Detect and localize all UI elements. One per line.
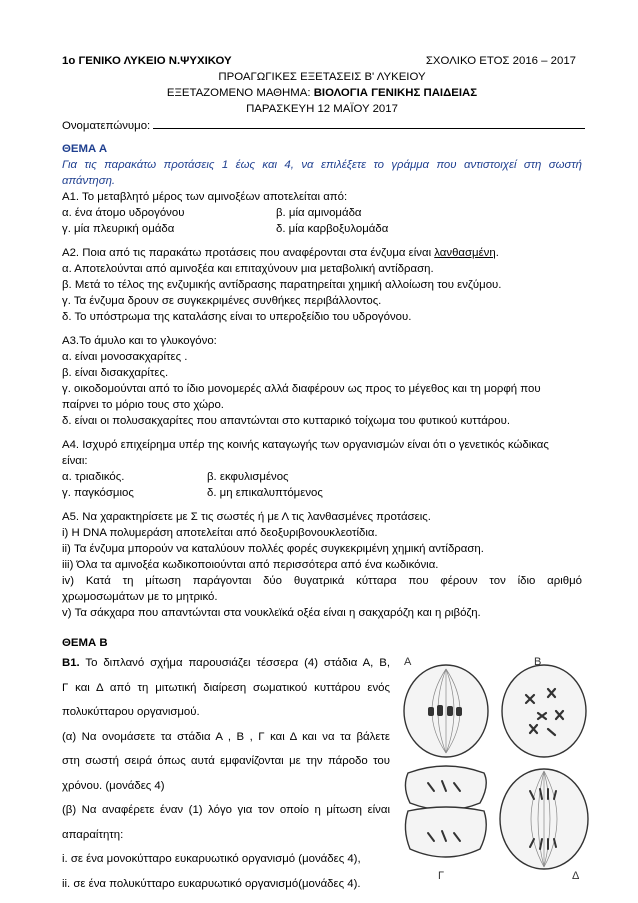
b1-line-3: πολυκύτταρου οργανισμού. <box>62 706 200 718</box>
label-a: Α <box>404 656 412 668</box>
a1-option-d: δ. μία καρβοξυλομάδα <box>276 223 389 235</box>
question-a3: Α3.Το άμυλο και το γλυκογόνο: <box>62 335 217 347</box>
a5-statement-iv-cont: χρωμοσωμάτων με το μητρικό. <box>62 591 218 603</box>
name-label: Ονοματεπώνυμο: <box>62 120 154 132</box>
exam-page <box>62 53 582 901</box>
a2-option-a: α. Αποτελούνται από αμινοξέα και επιταχύνουν μια μεταβολική αντίδραση. <box>62 263 434 275</box>
label-d: Δ <box>572 870 580 882</box>
exam-date: ΠΑΡΑΣΚΕΥΗ 12 ΜΑΪΟΥ 2017 <box>246 103 398 115</box>
a3-option-c: γ. οικοδομούνται από το ίδιο μονομερές αλλά διαφέρουν ως προς το μέγεθος και τη μορφή που <box>62 383 541 395</box>
cell-a <box>404 656 488 757</box>
b1-label: Β1. <box>62 657 80 669</box>
a1-options-row1 <box>62 205 582 221</box>
b1-line-9: i. σε ένα μονοκύτταρο ευκαρυωτικό οργανισμό (μονάδες 4), <box>62 853 361 865</box>
a1-option-b: β. μία αμινομάδα <box>276 207 362 219</box>
subject-line <box>62 85 582 101</box>
a2-question-text: Α2. Ποια από τις παρακάτω προτάσεις που αναφέρονται στα ένζυμα είναι <box>62 247 435 259</box>
a5-statement-v: v) Τα σάκχαρα που απαντώνται στα νουκλεϊκά οξέα είναι η σακχαρόζη και η ριβόζη. <box>62 607 481 619</box>
a5-statement-ii: ii) Τα ένζυμα μπορούν να καταλύουν πολλές φορές συγκεκριμένη χημική αντίδραση. <box>62 543 484 555</box>
thema-b-title: ΘΕΜΑ Β <box>62 637 108 649</box>
a3-option-b: β. είναι δισακχαρίτες. <box>62 367 169 379</box>
cell-g <box>405 766 486 882</box>
a1-option-c: γ. μία πλευρική ομάδα <box>62 223 175 235</box>
a2-option-d: δ. Το υπόστρωμα της καταλάσης είναι το υπεροξείδιο του υδρογόνου. <box>62 311 412 323</box>
b1-text <box>62 651 390 896</box>
a3-option-a: α. είναι μονοσακχαρίτες . <box>62 351 188 363</box>
a1-option-a: α. ένα άτομο υδρογόνου <box>62 207 185 219</box>
school-name: 1ο ΓΕΝΙΚΟ ΛΥΚΕΙΟ Ν.ΨΥΧΙΚΟΥ <box>62 55 232 67</box>
b1-line-4: (α) Να ονομάσετε τα στάδια Α , Β , Γ και Δ και να τα βάλετε <box>62 730 390 743</box>
question-a5: Α5. Να χαρακτηρίσετε με Σ τις σωστές ή με Λ τις λανθασμένες προτάσεις. <box>62 511 431 523</box>
label-b: Β <box>534 656 542 668</box>
a2-emphasis: λανθασμένη <box>434 247 496 259</box>
a4-option-d: δ. μη επικαλυπτόμενος <box>207 487 323 499</box>
name-blank-line[interactable] <box>153 117 585 129</box>
a3-option-c-cont: παίρνει το μόριο τους στο χώρο. <box>62 399 224 411</box>
a3-option-d: δ. είναι οι πολυσακχαρίτες που απαντώνται στο κυτταρικό τοίχωμα του φυτικού κυττάρου. <box>62 415 511 427</box>
a4-options-row2 <box>62 485 582 501</box>
b1-line-5: στη σωστή σειρά όπως αυτά εμφανίζονται με την πάροδο του <box>62 755 390 767</box>
a2-option-b: β. Μετά το τέλος της ενζυμικής αντίδρασης παρατηρείται χημική αλλοίωση του ενζύμου. <box>62 279 502 291</box>
cell-d <box>500 769 588 882</box>
header-row <box>62 53 582 69</box>
question-a4-cont: είναι: <box>62 455 88 467</box>
b1-line-8: απαραίτητη: <box>62 828 124 841</box>
question-a1: Α1. Το μεταβλητό μέρος των αμινοξέων αποτελείται από: <box>62 191 348 203</box>
b1-line-2: Γ και Δ από τη μιτωτική διαίρεση σωματικού κυττάρου ενός <box>62 681 390 694</box>
a2-question-end: . <box>495 247 499 259</box>
thema-a-title: ΘΕΜΑ Α <box>62 143 108 155</box>
question-a2 <box>62 245 582 261</box>
exams-title: ΠΡΟΑΓΩΓΙΚΕΣ ΕΞΕΤΑΣΕΙΣ Β' ΛΥΚΕΙΟΥ <box>218 71 426 83</box>
b1-line-6: χρόνου. (μονάδες 4) <box>62 779 165 792</box>
b1-line-7: (β) Να αναφέρετε έναν (1) λόγο για τον οποίο η μίτωση είναι <box>62 804 390 816</box>
a5-statement-iv: iv) Κατά τη μίτωση παράγονται δύο θυγατρικά κύτταρα που φέρουν τον ίδιο αριθμό <box>62 575 582 587</box>
a5-statement-i: i) Η DNA πολυμεράση αποτελείται από δεοξυριβονουκλεοτίδια. <box>62 527 378 539</box>
a4-options-row1 <box>62 469 582 485</box>
a4-option-a: α. τριαδικός. <box>62 471 125 483</box>
mitosis-stages-figure <box>398 653 590 883</box>
cell-b <box>502 656 586 757</box>
subject-label: ΕΞΕΤΑΖΟΜΕΝΟ ΜΑΘΗΜΑ: <box>166 87 314 99</box>
a5-statement-iii: iii) Όλα τα αμινοξέα κωδικοποιούνται από περισσότερα από ένα κωδικόνια. <box>62 559 439 571</box>
school-year: ΣΧΟΛΙΚΟ ΕΤΟΣ 2016 – 2017 <box>425 55 576 67</box>
question-a4: Α4. Ισχυρό επιχείρημα υπέρ της κοινής καταγωγής των οργανισμών είναι ότι ο γενετικός κώδικας <box>62 439 549 451</box>
name-field-row <box>62 117 582 133</box>
b1-line-1 <box>62 651 390 676</box>
thema-a-instructions: Για τις παρακάτω προτάσεις 1 έως και 4, να επιλέξετε το γράμμα που αντιστοιχεί στη σωστή <box>62 159 582 171</box>
a4-option-c: γ. παγκόσμιος <box>62 487 134 499</box>
thema-a-instructions-cont: απάντηση. <box>62 175 116 187</box>
b1-line-1-text: Το διπλανό σχήμα παρουσιάζει τέσσερα (4) στάδια Α, Β, <box>79 657 390 669</box>
a1-options-row2 <box>62 221 582 237</box>
b1-line-10: ii. σε ένα πολυκύτταρο ευκαρυωτικό οργανισμό(μονάδες 4). <box>62 877 361 890</box>
label-g: Γ <box>438 870 445 882</box>
subject-name: ΒΙΟΛΟΓΙΑ ΓΕΝΙΚΗΣ ΠΑΙΔΕΙΑΣ <box>313 87 478 99</box>
a2-option-c: γ. Τα ένζυμα δρουν σε συγκεκριμένες συνθήκες περιβάλλοντος. <box>62 295 382 307</box>
b1-section <box>62 651 582 901</box>
a4-option-b: β. εκφυλισμένος <box>207 471 289 483</box>
